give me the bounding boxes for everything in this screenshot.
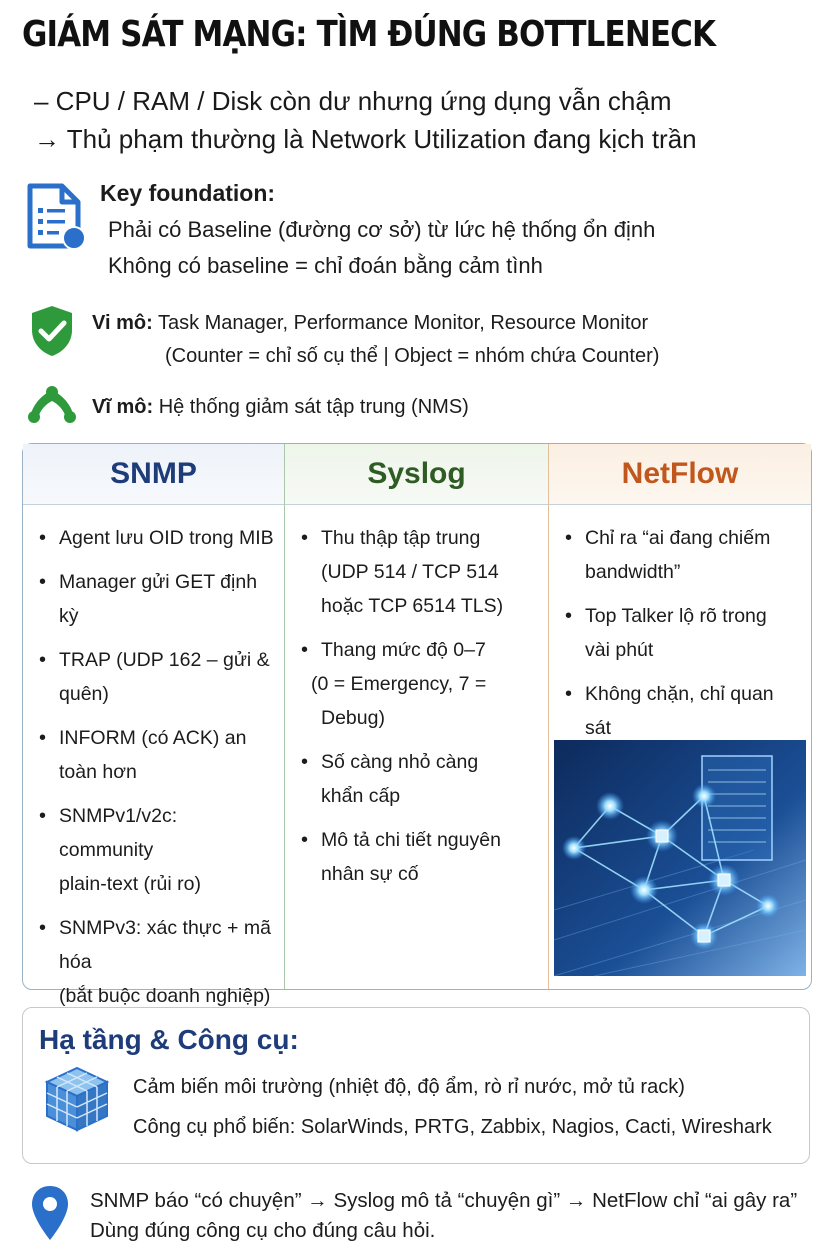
macro-text: Hệ thống giảm sát tập trung (NMS) xyxy=(158,396,469,418)
footer-line-1: SNMP báo “có chuyện” → Syslog mô tả “chuyện gì” → NetFlow chỉ “ai gây ra” xyxy=(90,1189,798,1212)
location-pin-icon xyxy=(30,1184,70,1242)
list-item: • Agent lưu OID trong MIB xyxy=(37,521,276,555)
shield-check-icon xyxy=(28,304,76,358)
list-item: • Chỉ ra “ai đang chiếm bandwidth” xyxy=(563,521,803,589)
list-item: • Mô tả chi tiết nguyên nhân sự cố xyxy=(299,823,540,891)
netflow-header: NetFlow xyxy=(549,444,811,505)
netflow-column xyxy=(549,444,811,989)
key-foundation-line-2: Không có baseline = chỉ đoán bằng cảm tình xyxy=(108,253,543,278)
intro-line-1: – CPU / RAM / Disk còn dư nhưng ứng dụng vẫn chậm xyxy=(34,86,672,116)
list-item: • INFORM (có ACK) an toàn hơn xyxy=(37,721,276,789)
list-item: • Top Talker lộ rõ trong vài phút xyxy=(563,599,803,667)
key-foundation-title: Key foundation: xyxy=(100,180,276,206)
list-item: • SNMPv3: xác thực + mã hóa (bắt buộc doanh nghiệp) xyxy=(37,911,276,1013)
list-item: • Thu thập tập trung (UDP 514 / TCP 514 hoặc TCP 6514 TLS) xyxy=(299,521,540,623)
list-item: • TRAP (UDP 162 – gửi & quên) xyxy=(37,643,276,711)
micro-label: Vi mô: xyxy=(92,312,153,334)
snmp-column xyxy=(23,444,285,1007)
micro-sub: (Counter = chỉ số cụ thể | Object = nhóm chứa Counter) xyxy=(165,345,660,367)
snmp-header: SNMP xyxy=(23,444,284,505)
macro-label: Vĩ mô: xyxy=(92,396,154,418)
syslog-column xyxy=(285,444,549,989)
list-item: • Số càng nhỏ càng khẩn cấp xyxy=(299,745,540,813)
infra-title: Hạ tầng & Công cụ: xyxy=(39,1024,299,1055)
page-title: GIÁM SÁT MẠNG: TÌM ĐÚNG BOTTLENECK xyxy=(22,14,716,55)
list-item: • SNMPv1/v2c: community plain-text (rủi ro) xyxy=(37,799,276,901)
snmp-list xyxy=(37,521,276,1013)
list-item: • Thang mức độ 0–7 (0 = Emergency, 7 = Debug) xyxy=(299,633,540,735)
netflow-list xyxy=(563,521,803,745)
document-icon xyxy=(26,182,88,252)
intro-line-2: → Thủ phạm thường là Network Utilization đang kịch trần xyxy=(34,124,697,154)
macro-scope xyxy=(92,396,469,419)
infra-line-2: Công cụ phổ biến: SolarWinds, PRTG, Zabbix, Nagios, Cacti, Wireshark xyxy=(133,1116,772,1138)
micro-text: Task Manager, Performance Monitor, Resource Monitor xyxy=(157,312,649,334)
syslog-list xyxy=(299,521,540,891)
protocol-table xyxy=(22,443,812,1007)
cube-grid-icon xyxy=(43,1066,111,1132)
list-item: • Không chặn, chỉ quan sát xyxy=(563,677,803,745)
network-icon xyxy=(28,384,76,424)
footer-line-2: Dùng đúng công cụ cho đúng câu hỏi. xyxy=(90,1219,436,1242)
infra-line-1: Cảm biến môi trường (nhiệt độ, độ ẩm, rò rỉ nước, mở tủ rack) xyxy=(133,1076,685,1098)
key-foundation-line-1: Phải có Baseline (đường cơ sở) từ lức hệ thống ổn định xyxy=(108,217,656,242)
micro-scope xyxy=(92,312,648,335)
infra-box xyxy=(22,1007,810,1164)
network-illustration xyxy=(554,740,806,976)
syslog-header: Syslog xyxy=(285,444,548,505)
list-item: • Manager gửi GET định kỳ xyxy=(37,565,276,633)
